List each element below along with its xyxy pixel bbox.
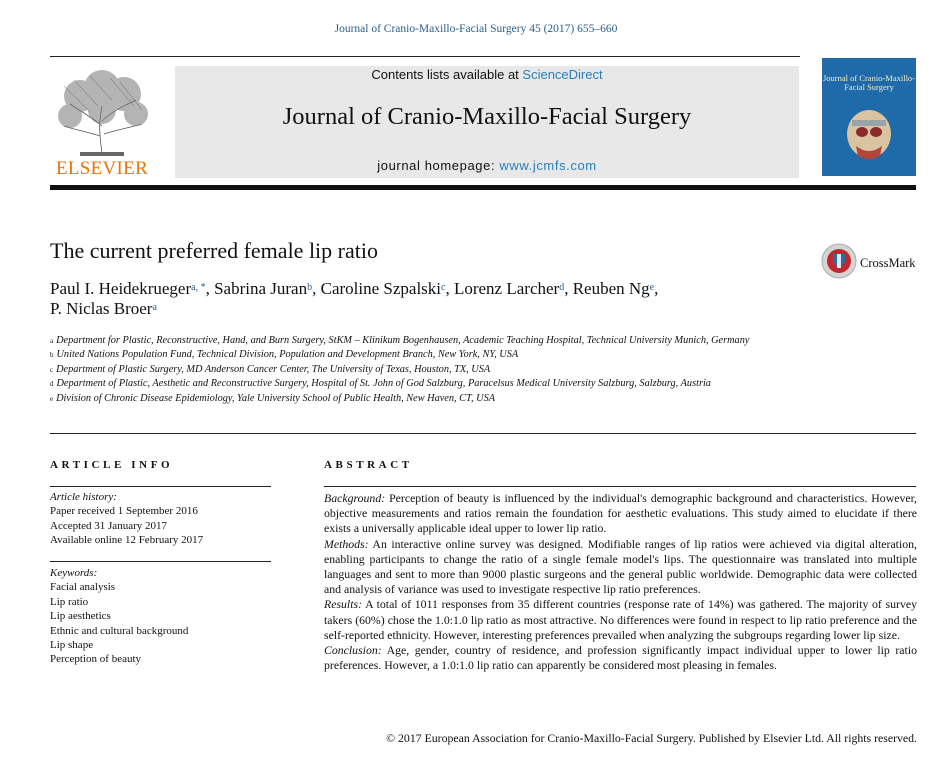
homepage-line: [175, 158, 799, 173]
keyword: Facial analysis: [50, 581, 116, 594]
header-thick-rule: [50, 185, 916, 190]
affiliation: $^d$ Department of Plastic, Aesthetic and Reconstructive Surgery, Hospital of St. John of God Salzburg, Paracelsus Medical University Salzburg, Salzburg, Austria: [50, 378, 711, 390]
author[interactable]: P. Niclas Broer$^a$: [50, 299, 157, 318]
cover-skull-image-icon: [840, 106, 898, 166]
article-info-rule: [50, 486, 271, 487]
keywords-label: Keywords:: [50, 567, 98, 579]
affiliation: $^a$ Department for Plastic, Reconstructive, Hand, and Burn Surgery, StKM – Klinikum Bogenhausen, Academic Teaching Hospital, Technical University Munich, Germany: [50, 335, 750, 346]
abstract-methods: Methods: An interactive online survey was designed. Modifiable ranges of lip ratios were achieved via digital alteration, enabling participants to change the ratio of a single female model's lips. The questionnaire was translated into multiple languages and sent to more than 9000 plastic surgeons and the general public worldwide. Demographic data were collected and analysis of variance was used to investigate respective lip ratio preferences.: [324, 536, 917, 597]
crossmark-icon[interactable]: [820, 242, 858, 280]
keywords-rule: [50, 561, 271, 562]
author[interactable]: Reuben Ng$^e$,: [572, 279, 659, 298]
abstract-results: Results: A total of 1011 responses from 35 different countries (response rate of 14%) was gathered. The majority of survey takers (60%) chose the 1.0:1.0 lip ratio as most attractive. No differences were found in respect to lip ratio preference and the self-reported ethnicity. However, interesting preferences prevailed when analyzing the subgroups regarding lower lip size.: [324, 597, 917, 642]
history-item: Available online 12 February 2017: [50, 534, 204, 547]
keyword: Ethnic and cultural background: [50, 624, 189, 637]
article-history: [50, 490, 275, 548]
journal-citation: Journal of Cranio-Maxillo-Facial Surgery 45 (2017) 655–660: [334, 23, 618, 35]
keyword: Lip shape: [50, 639, 94, 652]
keyword: Lip aesthetics: [50, 610, 111, 623]
author-list: [50, 279, 850, 319]
crossmark-label[interactable]: CrossMark: [860, 256, 916, 270]
cover-title: Journal of Cranio-Maxillo-Facial Surgery: [822, 73, 916, 92]
contents-line: [175, 67, 799, 82]
homepage-prefix: journal homepage:: [377, 158, 500, 173]
history-item: Paper received 1 September 2016: [50, 505, 198, 518]
article-title: The current preferred female lip ratio: [50, 238, 378, 263]
affiliation: $^c$ Department of Plastic Surgery, MD Anderson Cancer Center, The University of Texas, Houston, TX, USA: [50, 363, 491, 375]
abstract-conclusion: Conclusion: Age, gender, country of residence, and profession significantly impact individual upper to lower lip ratio preferences. However, a 1.0:1.0 lip ratio can apparently be considered most pleasing in females.: [324, 643, 917, 673]
author[interactable]: Caroline Szpalski$^c$,: [320, 279, 454, 298]
abstract-background: Background: Perception of beauty is influenced by the individual's demographic background and characteristics. However, objective measurements and ratios remain the foundation for aesthetic evaluations. This study aimed to elucidate if there exists a universally applicable ideal upper to lower lip ratio.: [324, 491, 917, 536]
author[interactable]: Lorenz Larcher$^d$,: [453, 279, 573, 298]
abstract-rule: [324, 486, 916, 487]
affiliation: $^e$ Division of Chronic Disease Epidemiology, Yale University School of Public Health, New Haven, CT, USA: [50, 392, 496, 404]
header-rule: [50, 56, 800, 57]
history-item: Accepted 31 January 2017: [50, 519, 167, 532]
journal-title: Journal of Cranio-Maxillo-Facial Surgery: [282, 103, 692, 130]
abstract-heading: ABSTRACT: [324, 459, 413, 471]
article-info-heading: ARTICLE INFO: [50, 459, 174, 471]
author[interactable]: Paul I. Heidekrueger$^{a, *}$,: [50, 279, 215, 298]
contents-prefix: Contents lists available at: [371, 67, 523, 82]
elsevier-wordmark: ELSEVIER: [55, 158, 149, 179]
keyword: Lip ratio: [50, 595, 89, 608]
section-rule: [50, 433, 916, 434]
affiliation-list: [50, 334, 830, 406]
homepage-link[interactable]: www.jcmfs.com: [499, 158, 597, 173]
copyright-notice: © 2017 European Association for Cranio-Maxillo-Facial Surgery. Published by Elsevier Ltd. All rights reserved.: [386, 731, 917, 745]
author[interactable]: Sabrina Juran$^b$,: [214, 279, 321, 298]
keyword: Perception of beauty: [50, 653, 142, 666]
affiliation: $^b$ United Nations Population Fund, Technical Division, Population and Development Branch, New York, NY, USA: [50, 349, 519, 361]
sciencedirect-link[interactable]: ScienceDirect: [522, 67, 603, 82]
history-label: Article history:: [50, 491, 117, 503]
abstract-body: [324, 491, 917, 673]
keywords: [50, 566, 275, 667]
